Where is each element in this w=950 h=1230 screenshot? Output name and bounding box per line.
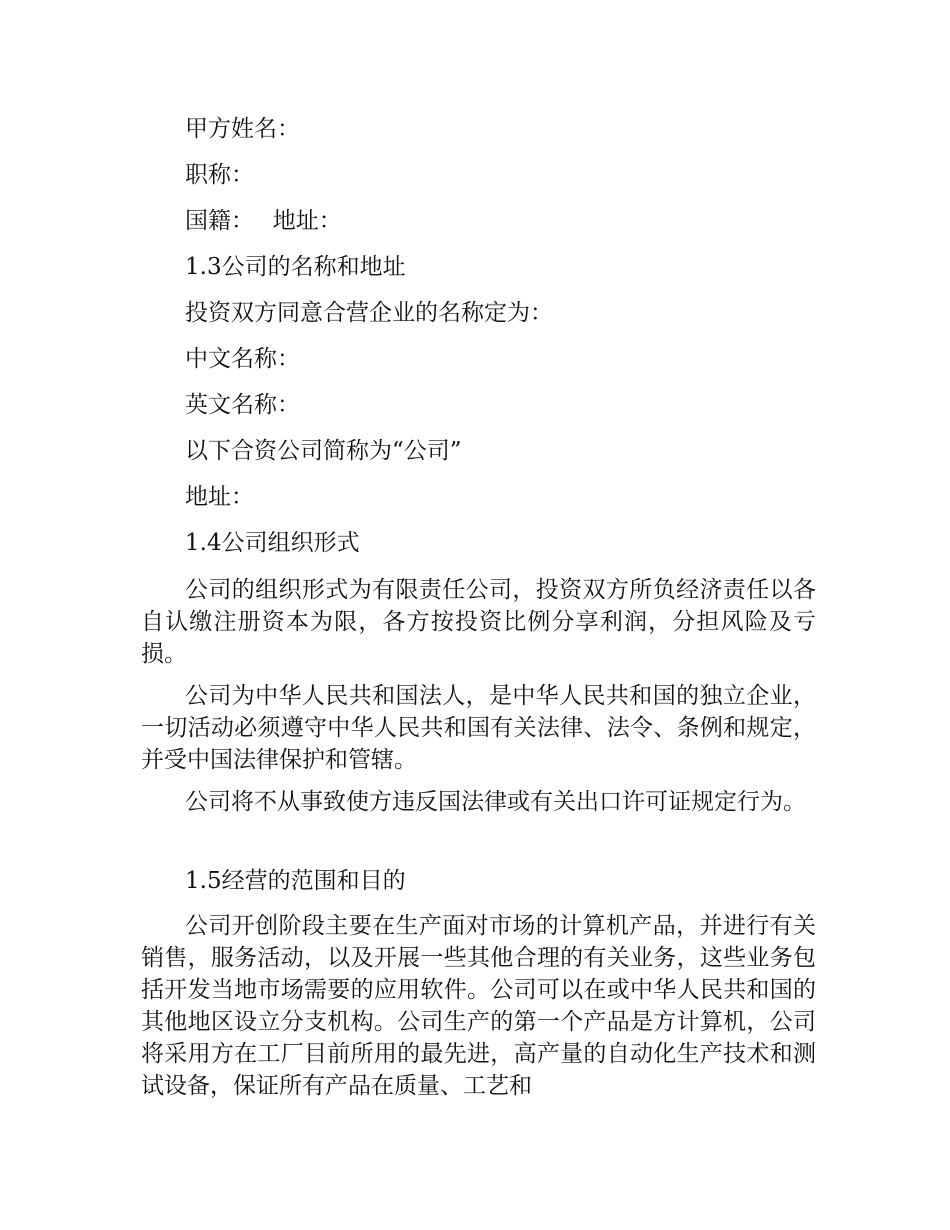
- export-paragraph: 公司将不从事致使方违反国法律或有关出口许可证规定行为。: [185, 789, 806, 815]
- legal-person-paragraph: 公司为中华人民共和国法人，是中华人民共和国的独立企业，一切活动必须遵守中华人民共和国有关法律、法令、条例和规定，并受中国法律保护和管辖。: [141, 683, 816, 773]
- section-1-4-heading: 1.4公司组织形式: [185, 530, 360, 556]
- chinese-name-line: 中文名称：: [185, 346, 300, 372]
- section-1-5-heading: 1.5经营的范围和目的: [185, 868, 406, 894]
- address-line: 地址：: [185, 484, 254, 510]
- title-line: 职称：: [185, 162, 254, 188]
- scope-paragraph: 公司开创阶段主要在生产面对市场的计算机产品，并进行有关销售，服务活动，以及开展一些其他合理的有关业务，这些业务包括开发当地市场需要的应用软件。公司可以在或中华人民共和国的其他地区设立分支机构。公司生产的第一个产品是方计算机，公司将采用方在工厂目前所用的最先进，高产量的自动化生产技术和测试设备，保证所有产品在质量、工艺和: [141, 913, 816, 1099]
- org-form-paragraph: 公司的组织形式为有限责任公司，投资双方所负经济责任以各自认缴注册资本为限，各方按投资比例分享利润，分担风险及亏损。: [141, 577, 816, 667]
- english-name-line: 英文名称：: [185, 392, 300, 418]
- party-a-name-line: 甲方姓名：: [185, 116, 300, 142]
- abbreviation-line: 以下合资公司简称为“公司”: [185, 438, 462, 464]
- section-1-3-heading: 1.3公司的名称和地址: [185, 254, 406, 280]
- name-agreed-line: 投资双方同意合营企业的名称定为：: [185, 300, 553, 326]
- nationality-address-line: 国籍： 地址：: [185, 208, 342, 234]
